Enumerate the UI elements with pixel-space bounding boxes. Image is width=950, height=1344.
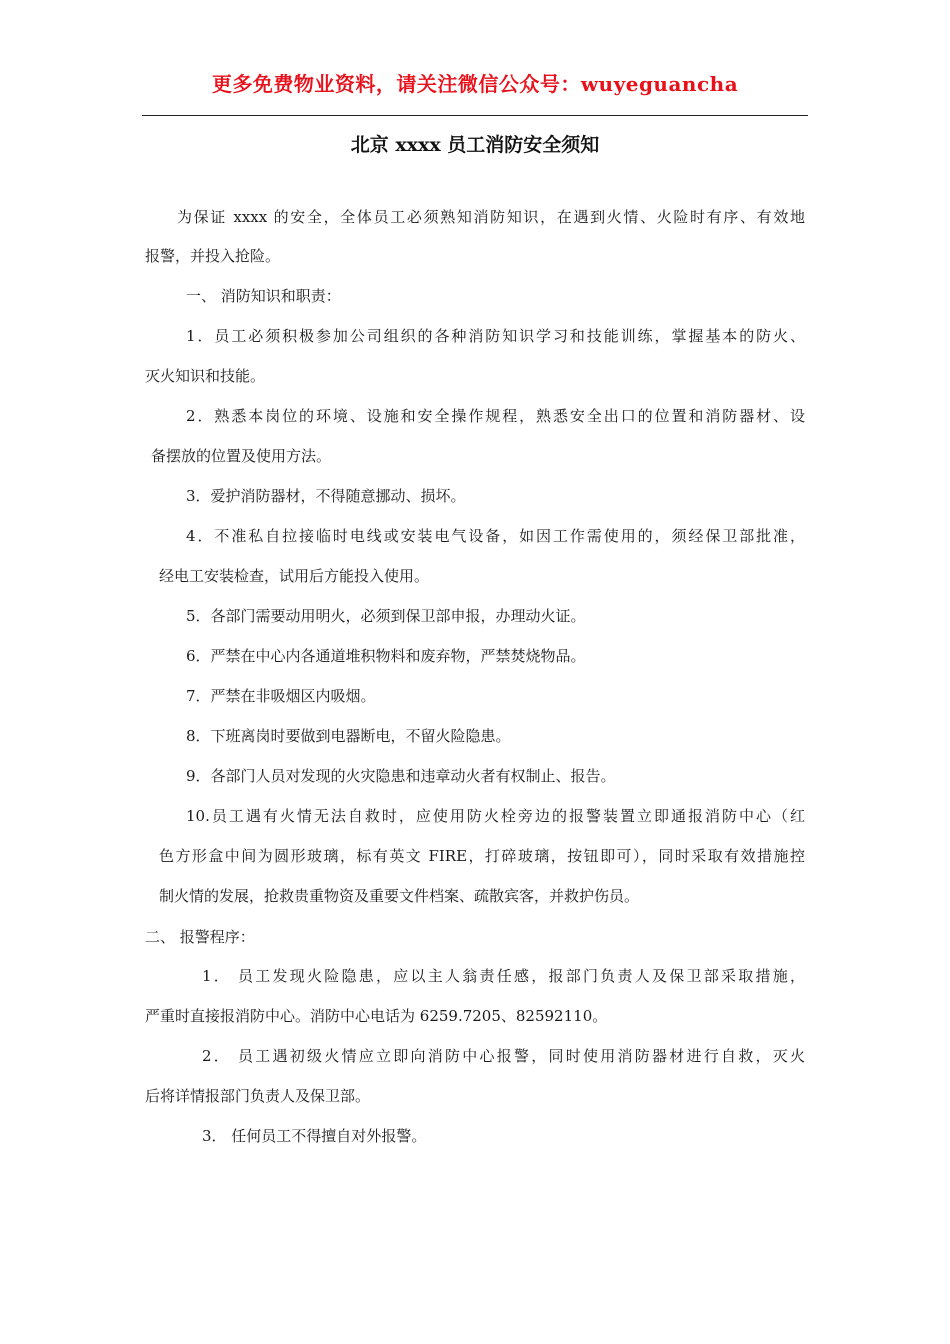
promo-banner: 更多免费物业资料，请关注微信公众号：wuyeguancha: [211, 72, 739, 96]
section-1-item-10-line-2: 色方形盒中间为圆形玻璃，标有英文 FIRE，打碎玻璃，按钮即可），同时采取有效措施控: [159, 847, 805, 865]
section-1-item-5: 5．各部门需要动用明火，必须到保卫部申报，办理动火证。: [186, 607, 586, 625]
document-title: 北京 xxxx 员工消防安全须知: [350, 134, 600, 156]
section-1-item-9: 9．各部门人员对发现的火灾隐患和违章动火者有权制止、报告。: [186, 767, 616, 785]
section-1-item-10-line-3: 制火情的发展，抢救贵重物资及重要文件档案、疏散宾客，并救护伤员。: [159, 887, 640, 905]
section-1-item-6: 6．严禁在中心内各通道堆积物料和废弃物，严禁焚烧物品。: [186, 647, 586, 665]
header-divider: [142, 115, 808, 116]
section-1-item-1-line-1: 1．员工必须积极参加公司组织的各种消防知识学习和技能训练，掌握基本的防火、: [186, 327, 805, 345]
section-1-item-1-line-2: 灭火知识和技能。: [145, 367, 266, 385]
section-1-heading: 一、 消防知识和职责：: [186, 287, 341, 305]
section-2-item-2-line-2: 后将详情报部门负责人及保卫部。: [145, 1087, 371, 1105]
section-1-item-10-line-1: 10.员工遇有火情无法自救时，应使用防火栓旁边的报警装置立即通报消防中心（红: [186, 807, 805, 825]
section-1-item-3: 3．爱护消防器材，不得随意挪动、损坏。: [186, 487, 466, 505]
section-2-item-1-line-2: 严重时直接报消防中心。消防中心电话为 6259.7205、82592110。: [145, 1007, 608, 1025]
section-2-item-1-line-1: 1． 员工发现火险隐患，应以主人翁责任感，报部门负责人及保卫部采取措施，: [202, 967, 805, 985]
intro-line-1: 为保证 xxxx 的安全，全体员工必须熟知消防知识，在遇到火情、火险时有序、有效地: [177, 208, 805, 226]
section-1-item-4-line-1: 4．不准私自拉接临时电线或安装电气设备，如因工作需使用的，须经保卫部批准，: [186, 527, 805, 545]
intro-line-2: 报警，并投入抢险。: [145, 247, 281, 265]
section-1-item-2-line-1: 2．熟悉本岗位的环境、设施和安全操作规程，熟悉安全出口的位置和消防器材、设: [186, 407, 805, 425]
section-2-item-3: 3． 任何员工不得擅自对外报警。: [202, 1127, 427, 1145]
section-1-item-2-line-2: 备摆放的位置及使用方法。: [151, 447, 332, 465]
section-2-heading: 二、 报警程序：: [145, 928, 255, 946]
section-1-item-8: 8．下班离岗时要做到电器断电，不留火险隐患。: [186, 727, 511, 745]
section-1-item-4-line-2: 经电工安装检查，试用后方能投入使用。: [159, 567, 430, 585]
section-1-item-7: 7．严禁在非吸烟区内吸烟。: [186, 687, 376, 705]
section-2-item-2-line-1: 2． 员工遇初级火情应立即向消防中心报警，同时使用消防器材进行自救，灭火: [202, 1047, 805, 1065]
